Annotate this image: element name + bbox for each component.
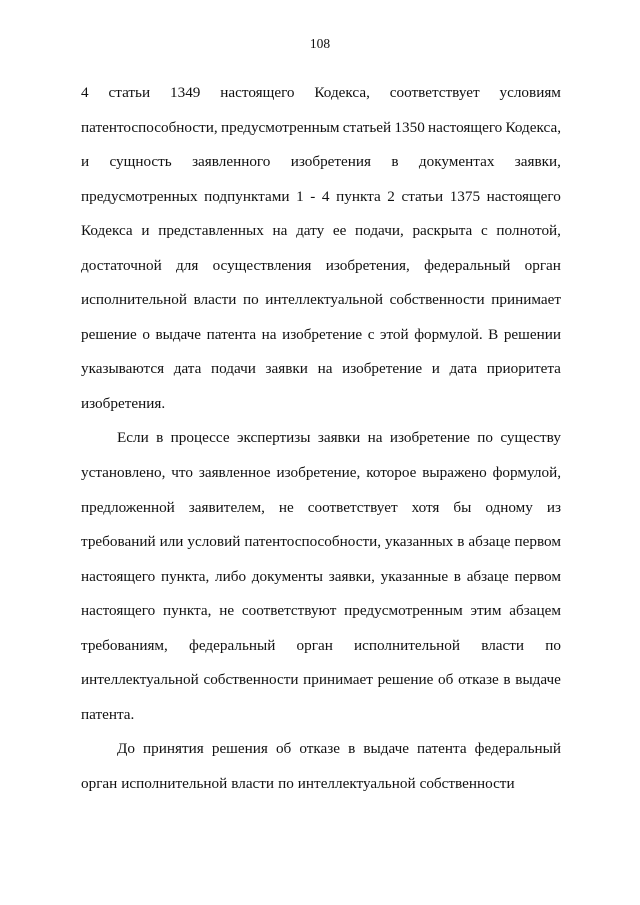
word: по bbox=[278, 774, 294, 792]
word: федеральный bbox=[474, 740, 561, 758]
word: пункта bbox=[336, 187, 381, 205]
word: настоящего bbox=[486, 187, 561, 205]
word: в bbox=[348, 740, 356, 758]
word: с bbox=[480, 222, 488, 240]
word: интеллектуальной bbox=[81, 671, 199, 689]
word: из bbox=[546, 498, 561, 516]
text-line bbox=[81, 635, 561, 670]
word: Кодекса, bbox=[314, 84, 370, 101]
word: 1375 bbox=[449, 187, 481, 205]
word: в bbox=[391, 153, 399, 171]
word: принятия bbox=[143, 740, 204, 758]
word: подачи bbox=[210, 360, 256, 378]
word: выражено bbox=[422, 464, 487, 482]
word: не bbox=[278, 498, 294, 516]
word: указанных bbox=[385, 533, 454, 551]
word: не bbox=[219, 602, 235, 620]
word: орган bbox=[296, 636, 333, 654]
word: исполнительной bbox=[121, 774, 228, 792]
text-line bbox=[81, 669, 561, 704]
word: патентоспособности, bbox=[81, 118, 218, 136]
word: либо bbox=[215, 567, 247, 585]
text-line bbox=[81, 151, 561, 186]
word: собственности bbox=[203, 671, 299, 689]
word: настоящего bbox=[81, 602, 156, 620]
word: заявки, bbox=[514, 153, 561, 171]
word: заявки bbox=[265, 360, 308, 378]
word: предусмотренным bbox=[220, 118, 340, 136]
word: изобретения. bbox=[81, 394, 166, 412]
word: достаточной bbox=[81, 256, 162, 274]
word: условиям bbox=[499, 84, 561, 101]
word: дата bbox=[449, 360, 478, 378]
word: и bbox=[431, 360, 440, 378]
text-line bbox=[81, 600, 561, 635]
word: предусмотренных bbox=[81, 187, 198, 205]
word: существу bbox=[500, 429, 561, 447]
word: соответствует bbox=[307, 498, 398, 516]
paragraph bbox=[81, 427, 561, 738]
word: решения bbox=[211, 740, 268, 758]
word: патента bbox=[417, 740, 467, 758]
word: настоящего bbox=[428, 118, 503, 136]
word: и bbox=[141, 222, 150, 240]
word: с bbox=[367, 325, 375, 343]
word: документы bbox=[251, 567, 323, 585]
word: исполнительной bbox=[81, 291, 187, 309]
word: статьей bbox=[342, 118, 392, 136]
word: установлено, bbox=[81, 464, 166, 482]
word: 1350 bbox=[394, 118, 425, 136]
word: патента. bbox=[81, 705, 135, 723]
word: выдаче bbox=[155, 325, 202, 343]
word: по bbox=[477, 429, 493, 447]
word: изобретение, bbox=[276, 464, 361, 482]
text-line bbox=[81, 82, 561, 117]
word: подачи, bbox=[355, 222, 404, 240]
word: абзаце bbox=[466, 567, 509, 585]
word: процессе bbox=[170, 429, 230, 447]
word: на bbox=[261, 325, 277, 343]
word: заявки bbox=[317, 429, 361, 447]
word: пункта, bbox=[160, 567, 210, 585]
word: 1 bbox=[296, 187, 304, 205]
word: изобретение bbox=[282, 325, 363, 343]
text-line bbox=[81, 531, 561, 566]
word: абзацем bbox=[509, 602, 561, 620]
text-line bbox=[81, 289, 561, 324]
word: экспертизы bbox=[236, 429, 311, 447]
word: заявленное bbox=[198, 464, 271, 482]
word: дата bbox=[173, 360, 202, 378]
word: требований bbox=[81, 533, 156, 551]
word: или bbox=[159, 533, 184, 551]
text-line bbox=[81, 220, 561, 255]
word: 4 bbox=[321, 187, 330, 205]
word: формулой, bbox=[492, 464, 561, 482]
word: на bbox=[317, 360, 333, 378]
text-line bbox=[81, 427, 561, 462]
word: одному bbox=[485, 498, 533, 516]
word: отказе bbox=[299, 740, 341, 758]
word: осуществления bbox=[212, 256, 312, 274]
word: на bbox=[272, 222, 288, 240]
word: хотя bbox=[411, 498, 440, 516]
word: выдаче bbox=[363, 740, 409, 758]
word: патентоспособности, bbox=[244, 533, 382, 551]
word: настоящего bbox=[220, 84, 295, 101]
word: подпунктами bbox=[204, 187, 290, 205]
word: формулой. bbox=[414, 325, 483, 343]
word: власти bbox=[481, 636, 525, 654]
word: - bbox=[310, 187, 316, 205]
word: предусмотренным bbox=[344, 602, 463, 620]
word: документах bbox=[418, 153, 495, 171]
word: власти bbox=[193, 291, 237, 309]
text-line bbox=[81, 773, 561, 808]
word: орган bbox=[81, 774, 118, 792]
paragraph bbox=[81, 82, 561, 427]
word: изобретения, bbox=[325, 256, 410, 274]
word: о bbox=[142, 325, 150, 343]
word: бы bbox=[453, 498, 472, 516]
page-number: 108 bbox=[309, 36, 331, 51]
word: настоящего bbox=[81, 567, 156, 585]
word: указанные bbox=[380, 567, 449, 585]
text-line bbox=[81, 358, 561, 393]
word: первом bbox=[514, 567, 561, 585]
word: в bbox=[457, 533, 465, 551]
word: в bbox=[156, 429, 164, 447]
word: предложенной bbox=[81, 498, 175, 516]
word: решение bbox=[377, 671, 434, 689]
text-line bbox=[81, 497, 561, 532]
word: 1349 bbox=[170, 84, 201, 101]
text-line bbox=[81, 255, 561, 290]
word: В bbox=[488, 325, 499, 343]
word: в bbox=[453, 567, 461, 585]
word: Кодекса, bbox=[505, 118, 561, 136]
word: решении bbox=[503, 325, 561, 343]
word: ее bbox=[332, 222, 347, 240]
word: патента bbox=[206, 325, 257, 343]
word: федеральный bbox=[189, 636, 276, 654]
word: орган bbox=[524, 256, 561, 274]
word: указываются bbox=[81, 360, 165, 378]
word: которое bbox=[366, 464, 417, 482]
word: раскрыта bbox=[412, 222, 473, 240]
word: отказе bbox=[458, 671, 499, 689]
word: первом bbox=[514, 533, 561, 551]
word: в bbox=[503, 671, 511, 689]
word: собственности bbox=[419, 774, 515, 792]
document-body bbox=[81, 82, 561, 807]
word: Кодекса bbox=[81, 222, 133, 240]
word: по bbox=[545, 636, 561, 654]
word: абзаце bbox=[468, 533, 511, 551]
word: Если bbox=[117, 429, 149, 447]
word: условий bbox=[187, 533, 241, 551]
text-line bbox=[81, 566, 561, 601]
word: До bbox=[117, 740, 135, 758]
word: на bbox=[367, 429, 383, 447]
word: решение bbox=[81, 325, 137, 343]
text-line bbox=[81, 117, 561, 152]
word: интеллектуальной bbox=[265, 291, 384, 309]
text-line bbox=[81, 738, 561, 773]
word: статьи bbox=[108, 84, 151, 101]
text-line bbox=[81, 393, 561, 428]
text-line bbox=[81, 462, 561, 497]
word: этой bbox=[379, 325, 409, 343]
word: об bbox=[275, 740, 292, 758]
word: принимает bbox=[491, 291, 561, 309]
word: 4 bbox=[81, 84, 89, 101]
word: приоритета bbox=[486, 360, 561, 378]
paragraph bbox=[81, 738, 561, 807]
word: что bbox=[171, 464, 193, 482]
word: представленных bbox=[158, 222, 264, 240]
text-line bbox=[81, 186, 561, 221]
word: интеллектуальной bbox=[297, 774, 416, 792]
word: заявленного bbox=[192, 153, 271, 171]
word: исполнительной bbox=[354, 636, 461, 654]
word: и bbox=[81, 153, 90, 171]
word: соответствуют bbox=[241, 602, 337, 620]
word: 2 bbox=[387, 187, 395, 205]
word: выдаче bbox=[515, 671, 561, 689]
text-line bbox=[81, 324, 561, 359]
word: сущность bbox=[109, 153, 172, 171]
word: изобретение bbox=[342, 360, 423, 378]
word: собственности bbox=[389, 291, 485, 309]
word: заявки, bbox=[328, 567, 375, 585]
word: изобретения bbox=[290, 153, 372, 171]
word: этим bbox=[470, 602, 502, 620]
word: полнотой, bbox=[496, 222, 561, 240]
word: власти bbox=[231, 774, 275, 792]
word: требованиям, bbox=[81, 636, 168, 654]
word: дату bbox=[296, 222, 325, 240]
word: статьи bbox=[401, 187, 444, 205]
word: соответствует bbox=[389, 84, 480, 101]
word: по bbox=[242, 291, 259, 309]
word: для bbox=[176, 256, 199, 274]
word: федеральный bbox=[424, 256, 511, 274]
text-line bbox=[81, 704, 561, 739]
word: пункта, bbox=[163, 602, 212, 620]
word: принимает bbox=[303, 671, 373, 689]
word: заявителем, bbox=[188, 498, 265, 516]
word: изобретение bbox=[389, 429, 470, 447]
word: об bbox=[438, 671, 454, 689]
